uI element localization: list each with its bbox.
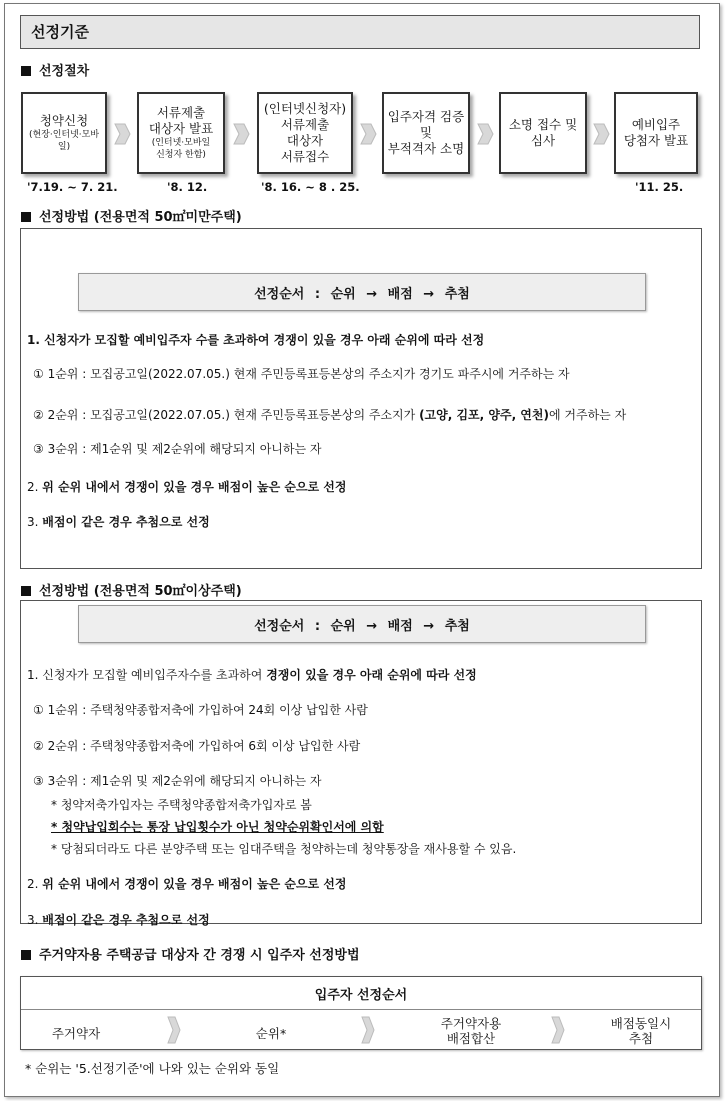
flow-step-4: 배점동일시 추첨: [610, 1016, 672, 1046]
step-main: 서류제출 대상자 발표: [148, 105, 214, 136]
square-bullet-icon: [21, 950, 31, 960]
rank-2: ② 2순위 : 주택청약종합저축에 가입하여 6회 이상 납입한 사람: [33, 739, 361, 753]
rank-3: ③ 3순위 : 제1순위 및 제2순위에 해당되지 아니하는 자: [33, 442, 322, 456]
chevron-right-icon: [359, 121, 377, 147]
step-box-1: [21, 92, 107, 174]
square-bullet-icon: [21, 212, 31, 222]
step-date-2: '8. 12.: [167, 180, 208, 194]
method-small-heading: 선정방법 (전용면적 50㎡미만주택): [21, 206, 242, 225]
method-small-panel: [20, 228, 702, 569]
method-large-panel: [20, 600, 702, 927]
note-1: * 청약저축가입자는 주택청약종합저축가입자로 봄: [51, 798, 312, 812]
rule-2: 2. 위 순위 내에서 경쟁이 있을 경우 배점이 높은 순으로 선정: [27, 877, 347, 891]
flow-step-3: 주거약자용 배점합산: [440, 1016, 502, 1046]
note-2: * 청약납입회수는 통장 납입횟수가 아닌 청약순위확인서에 의함: [51, 820, 384, 834]
rank-1: ① 1순위 : 모집공고일(2022.07.05.) 현재 주민등록표등본상의 주소지가 경기도 파주시에 거주하는 자: [33, 367, 570, 381]
step-sub: (현장·인터넷·모바일): [28, 130, 100, 152]
chevron-right-icon: [361, 1015, 375, 1045]
method-large-heading: 선정방법 (전용면적 50㎡이상주택): [21, 580, 242, 599]
step-main: 청약신청: [39, 113, 89, 128]
step-main: 예비입주 당첨자 발표: [623, 117, 689, 148]
square-bullet-icon: [21, 66, 31, 76]
flow-step-2: 순위*: [255, 1025, 287, 1041]
procedure-heading: 선정절차: [21, 60, 89, 79]
step-box-4: [382, 92, 470, 174]
selection-order-bar: 선정순서 : 순위 → 배점 → 추첨: [78, 273, 646, 311]
step-box-6: [614, 92, 698, 174]
chevron-right-icon: [551, 1015, 565, 1045]
vulnerable-heading: 주거약자용 주택공급 대상자 간 경쟁 시 입주자 선정방법: [21, 944, 360, 963]
chevron-right-icon: [232, 121, 250, 147]
step-box-5: [499, 92, 587, 174]
selection-order-bar: 선정순서 : 순위 → 배점 → 추첨: [78, 605, 646, 643]
rank-1: ① 1순위 : 주택청약종합저축에 가입하여 24회 이상 납입한 사람: [33, 703, 368, 717]
rule-3: 3. 배점이 같은 경우 추첨으로 선정: [27, 515, 210, 529]
step-date-1: '7.19. ~ 7. 21.: [27, 180, 118, 194]
footnote: * 순위는 '5.선정기준'에 나와 있는 순위와 동일: [25, 1061, 280, 1076]
vulnerable-order-table: [20, 976, 702, 1050]
chevron-right-icon: [592, 121, 610, 147]
table-title: 입주자 선정순서: [21, 977, 701, 1010]
step-box-3: [257, 92, 353, 174]
chevron-right-icon: [113, 121, 131, 147]
step-main: 소명 접수 및 심사: [508, 117, 578, 148]
document-page: [4, 3, 720, 1097]
rule-1: 1. 신청자가 모집할 예비입주자수를 초과하여 경쟁이 있을 경우 아래 순위에 따라 선정: [27, 668, 477, 682]
square-bullet-icon: [21, 586, 31, 596]
rank-2: ② 2순위 : 모집공고일(2022.07.05.) 현재 주민등록표등본상의 주소지가 (고양, 김포, 양주, 연천)에 거주하는 자: [33, 408, 627, 422]
rank-3: ③ 3순위 : 제1순위 및 제2순위에 해당되지 아니하는 자: [33, 774, 322, 788]
page-title: 선정기준: [20, 15, 700, 49]
step-date-6: '11. 25.: [635, 180, 684, 194]
chevron-right-icon: [476, 121, 494, 147]
step-sub: (인터넷·모바일 신청자 한함): [151, 138, 211, 160]
rule-3: 3. 배점이 같은 경우 추첨으로 선정: [27, 913, 210, 927]
rule-2: 2. 위 순위 내에서 경쟁이 있을 경우 배점이 높은 순으로 선정: [27, 480, 347, 494]
rule-1: 1. 신청자가 모집할 예비입주자 수를 초과하여 경쟁이 있을 경우 아래 순위에 따라 선정: [27, 333, 485, 347]
note-3: * 당첨되더라도 다른 분양주택 또는 임대주택을 청약하는데 청약통장을 재사용할 수 있음.: [51, 842, 517, 856]
flow-step-1: 주거약자: [51, 1025, 101, 1041]
step-box-2: [137, 92, 225, 174]
step-date-3: '8. 16. ~ 8 . 25.: [261, 180, 360, 194]
step-main: (인터넷신청자) 서류제출 대상자 서류접수: [263, 101, 347, 164]
step-main: 입주자격 검증 및 부적격자 소명: [387, 109, 465, 156]
chevron-right-icon: [167, 1015, 181, 1045]
